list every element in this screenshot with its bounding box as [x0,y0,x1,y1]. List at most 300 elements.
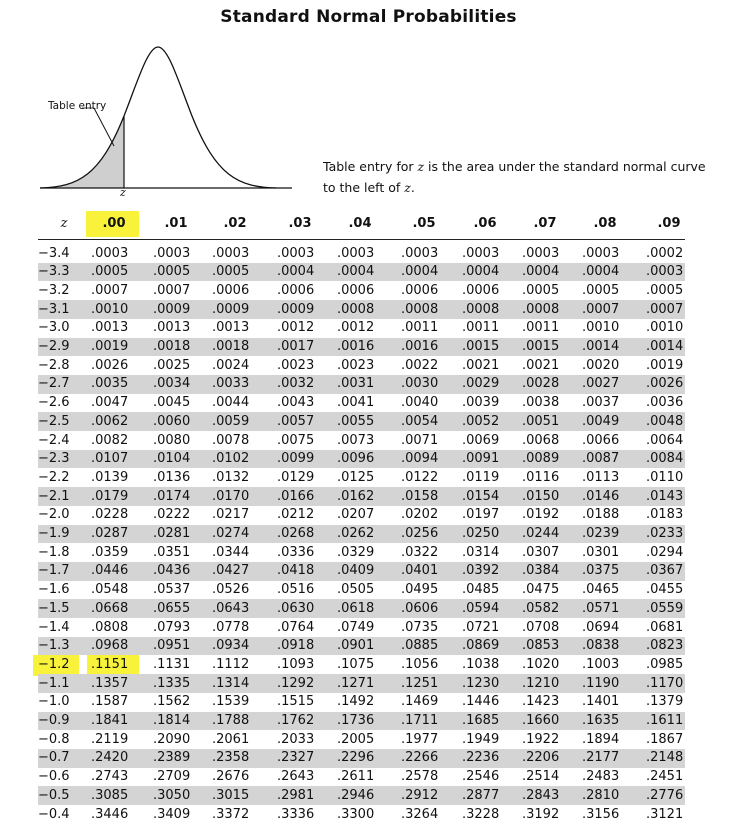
probability-cell: .2119 [91,731,129,747]
probability-cell: .0008 [462,301,500,317]
table-row [0,338,737,357]
probability-cell: .0274 [212,526,250,541]
probability-cell: .0721 [462,619,500,635]
probability-cell: .1469 [401,694,439,710]
probability-cell: .1685 [462,713,500,728]
z-value: −0.9 [38,713,70,728]
probability-cell: .0375 [582,563,620,579]
z-value: −3.4 [38,245,70,261]
probability-cell: .2177 [582,750,620,766]
probability-cell: .0336 [277,544,315,560]
probability-cell: .0526 [212,582,250,598]
probability-cell: .0808 [91,619,129,635]
table-row [0,637,737,656]
z-variable: z [404,180,411,195]
z-value: −1.7 [38,563,70,579]
probability-cell: .0012 [337,320,375,336]
probability-cell: .0197 [462,507,500,523]
table-row [0,730,737,749]
probability-cell: .1112 [212,656,250,672]
table-row [0,356,737,375]
probability-cell: .0005 [212,264,250,280]
probability-cell: .2327 [277,750,315,766]
probability-cell: .0179 [91,488,129,504]
probability-cell: .0008 [522,301,560,317]
probability-cell: .0436 [153,563,191,579]
table-row [0,525,737,544]
probability-cell: .0268 [277,526,315,541]
z-axis-label: z [120,186,126,199]
probability-cell: .1762 [277,713,315,728]
probability-cell: .0048 [646,413,684,429]
probability-cell: .1736 [337,713,375,728]
probability-cell: .3192 [522,806,560,822]
probability-cell: .0005 [582,282,620,298]
z-value: −2.4 [38,432,70,448]
probability-cell: .0559 [646,600,684,616]
probability-cell: .0146 [582,488,620,504]
probability-cell: .0010 [646,320,684,336]
column-header: .02 [223,216,247,231]
probability-cell: .0307 [522,544,560,560]
column-header: .00 [102,216,126,231]
probability-cell: .0020 [582,357,620,373]
probability-cell: .0003 [212,245,250,261]
probability-cell: .0003 [277,245,315,261]
table-row [0,805,737,824]
probability-cell: .0183 [646,507,684,523]
probability-cell: .1949 [462,731,500,747]
probability-cell: .2546 [462,769,500,785]
probability-cell: .0003 [462,245,500,261]
probability-cell: .0202 [401,507,439,523]
table-row [0,749,737,768]
description-text: Table entry for [323,159,418,174]
z-value: −2.9 [38,339,70,354]
probability-cell: .0051 [522,413,560,429]
column-header: .08 [593,216,617,231]
probability-cell: .0006 [277,282,315,298]
probability-cell: .0885 [401,638,439,654]
probability-cell: .1056 [401,656,439,672]
z-value: −3.1 [38,301,70,317]
column-header: .05 [412,216,436,231]
table-description [323,156,723,198]
z-value: −2.0 [38,507,70,523]
probability-cell: .0516 [277,582,315,598]
probability-cell: .0023 [277,357,315,373]
probability-cell: .0003 [522,245,560,261]
z-value: −1.4 [38,619,70,635]
probability-cell: .0003 [153,245,191,261]
page-title: Standard Normal Probabilities [220,7,517,27]
probability-cell: .0043 [277,395,315,411]
probability-cell: .0823 [646,638,684,654]
table-header-row [0,213,737,237]
probability-cell: .0024 [212,357,250,373]
probability-cell: .0019 [91,339,129,354]
probability-cell: .1190 [582,675,620,691]
probability-cell: .0038 [522,395,560,411]
probability-cell: .0013 [91,320,129,336]
probability-cell: .0132 [212,469,250,485]
probability-cell: .0015 [462,339,500,354]
probability-cell: .0793 [153,619,191,635]
normal-curve-graphic [38,36,298,201]
shaded-area [48,116,124,188]
probability-cell: .0537 [153,582,191,598]
table-row [0,712,737,731]
column-header: .07 [533,216,557,231]
probability-cell: .2709 [153,769,191,785]
probability-cell: .3228 [462,806,500,822]
probability-cell: .0057 [277,413,315,429]
z-value: −1.3 [38,638,70,654]
description-text: to the left of [323,180,405,195]
probability-cell: .1314 [212,675,250,691]
probability-cell: .2483 [582,769,620,785]
probability-cell: .0162 [337,488,375,504]
probability-cell: .0017 [277,339,315,354]
probability-cell: .0044 [212,395,250,411]
probability-cell: .0069 [462,432,500,448]
probability-cell: .2643 [277,769,315,785]
probability-cell: .0030 [401,376,439,392]
probability-cell: .0032 [277,376,315,392]
probability-cell: .2578 [401,769,439,785]
description-text: is the area under the standard normal curve [424,159,706,174]
probability-cell: .0045 [153,395,191,411]
table-row [0,674,737,693]
probability-cell: .0749 [337,619,375,635]
probability-cell: .1151 [91,656,129,672]
column-header: .09 [657,216,681,231]
probability-cell: .0005 [646,282,684,298]
probability-cell: .0006 [401,282,439,298]
table-row [0,319,737,338]
probability-cell: .0505 [337,582,375,598]
probability-cell: .0009 [277,301,315,317]
table-entry-label: Table entry [48,100,107,112]
probability-cell: .0401 [401,563,439,579]
probability-cell: .2776 [646,787,684,803]
probability-cell: .0217 [212,507,250,523]
column-header: .01 [164,216,188,231]
probability-cell: .0007 [91,282,129,298]
probability-cell: .0778 [212,619,250,635]
table-row [0,506,737,525]
probability-cell: .0281 [153,526,191,541]
probability-cell: .0003 [337,245,375,261]
probability-cell: .0073 [337,432,375,448]
probability-cell: .2743 [91,769,129,785]
table-row [0,450,737,469]
z-value: −2.1 [38,488,70,504]
probability-cell: .0582 [522,600,560,616]
probability-cell: .0002 [646,245,684,261]
probability-cell: .0681 [646,619,684,635]
probability-cell: .0075 [277,432,315,448]
probability-cell: .0039 [462,395,500,411]
probability-cell: .0013 [212,320,250,336]
probability-cell: .0548 [91,582,129,598]
probability-cell: .1020 [522,656,560,672]
probability-cell: .0154 [462,488,500,504]
probability-cell: .1379 [646,694,684,710]
probability-cell: .0314 [462,544,500,560]
probability-cell: .0064 [646,432,684,448]
pointer-arrow [94,108,114,146]
probability-cell: .0901 [337,638,375,654]
probability-cell: .0008 [337,301,375,317]
probability-cell: .0003 [646,264,684,280]
table-row [0,394,737,413]
probability-cell: .1423 [522,694,560,710]
probability-cell: .0119 [462,469,500,485]
probability-cell: .0150 [522,488,560,504]
normal-curve-figure [38,36,298,201]
table-row [0,693,737,712]
probability-cell: .0026 [91,357,129,373]
probability-cell: .2946 [337,787,375,803]
probability-cell: .0007 [153,282,191,298]
probability-cell: .0005 [153,264,191,280]
probability-cell: .0934 [212,638,250,654]
z-value: −0.4 [38,806,70,822]
table-row [0,244,737,263]
probability-cell: .3300 [337,806,375,822]
probability-cell: .0287 [91,526,129,541]
probability-cell: .0322 [401,544,439,560]
probability-cell: .0012 [277,320,315,336]
probability-cell: .2451 [646,769,684,785]
probability-cell: .1075 [337,656,375,672]
probability-cell: .2061 [212,731,250,747]
probability-cell: .0122 [401,469,439,485]
probability-cell: .0004 [277,264,315,280]
probability-cell: .0023 [337,357,375,373]
probability-cell: .0004 [337,264,375,280]
probability-cell: .0004 [582,264,620,280]
probability-cell: .0018 [153,339,191,354]
z-value: −1.1 [38,675,70,691]
probability-cell: .0003 [401,245,439,261]
probability-cell: .0113 [582,469,620,485]
probability-cell: .0027 [582,376,620,392]
probability-cell: .0668 [91,600,129,616]
z-value: −2.2 [38,469,70,485]
table-row [0,412,737,431]
probability-cell: .1635 [582,713,620,728]
probability-cell: .0021 [522,357,560,373]
probability-cell: .0110 [646,469,684,485]
probability-cell: .0606 [401,600,439,616]
probability-cell: .2236 [462,750,500,766]
probability-cell: .0087 [582,451,620,467]
probability-cell: .0136 [153,469,191,485]
z-value: −2.7 [38,376,70,392]
probability-cell: .3121 [646,806,684,822]
probability-cell: .3372 [212,806,250,822]
probability-cell: .0040 [401,395,439,411]
probability-cell: .0009 [212,301,250,317]
probability-cell: .0853 [522,638,560,654]
probability-cell: .3264 [401,806,439,822]
probability-cell: .3085 [91,787,129,803]
table-row [0,599,737,618]
probability-cell: .0094 [401,451,439,467]
probability-cell: .3336 [277,806,315,822]
probability-cell: .0034 [153,376,191,392]
probability-cell: .1446 [462,694,500,710]
description-text: . [410,180,415,195]
description-line-2 [323,177,723,198]
probability-cell: .0089 [522,451,560,467]
probability-cell: .0174 [153,488,191,504]
probability-cell: .0384 [522,563,560,579]
probability-cell: .0014 [646,339,684,354]
probability-cell: .0244 [522,526,560,541]
probability-cell: .0011 [522,320,560,336]
probability-cell: .0028 [522,376,560,392]
probability-cell: .0082 [91,432,129,448]
column-header: .04 [348,216,372,231]
probability-cell: .0091 [462,451,500,467]
probability-cell: .0250 [462,526,500,541]
probability-cell: .1894 [582,731,620,747]
table-row [0,543,737,562]
probability-cell: .2389 [153,750,191,766]
probability-cell: .0060 [153,413,191,429]
table-row [0,281,737,300]
probability-cell: .0052 [462,413,500,429]
table-row [0,375,737,394]
probability-cell: .1660 [522,713,560,728]
probability-cell: .0618 [337,600,375,616]
probability-cell: .0455 [646,582,684,598]
probability-cell: .0025 [153,357,191,373]
probability-cell: .0104 [153,451,191,467]
probability-cell: .2810 [582,787,620,803]
probability-cell: .0015 [522,339,560,354]
probability-cell: .1131 [153,656,191,672]
probability-cell: .0139 [91,469,129,485]
probability-cell: .0192 [522,507,560,523]
probability-cell: .1977 [401,731,439,747]
probability-cell: .0392 [462,563,500,579]
table-row [0,431,737,450]
probability-cell: .2843 [522,787,560,803]
probability-cell: .0359 [91,544,129,560]
probability-cell: .0166 [277,488,315,504]
probability-cell: .0059 [212,413,250,429]
description-line-1 [323,156,723,177]
probability-cell: .0007 [646,301,684,317]
probability-cell: .1170 [646,675,684,691]
probability-cell: .1515 [277,694,315,710]
probability-cell: .1038 [462,656,500,672]
probability-cell: .0158 [401,488,439,504]
probability-cell: .1814 [153,713,191,728]
probability-cell: .0107 [91,451,129,467]
probability-cell: .0084 [646,451,684,467]
probability-cell: .3446 [91,806,129,822]
table-row [0,655,737,674]
probability-cell: .2514 [522,769,560,785]
z-value: −2.5 [38,413,70,429]
probability-cell: .3409 [153,806,191,822]
probability-cell: .2877 [462,787,500,803]
probability-cell: .0031 [337,376,375,392]
z-value: −3.2 [38,282,70,298]
probability-cell: .1587 [91,694,129,710]
probability-cell: .0004 [462,264,500,280]
probability-cell: .1357 [91,675,129,691]
probability-cell: .0004 [522,264,560,280]
probability-cell: .2611 [337,769,375,785]
probability-cell: .0055 [337,413,375,429]
probability-cell: .0005 [91,264,129,280]
probability-cell: .0301 [582,544,620,560]
probability-cell: .1867 [646,731,684,747]
probability-cell: .0041 [337,395,375,411]
probability-cell: .0078 [212,432,250,448]
probability-cell: .1711 [401,713,439,728]
probability-cell: .0035 [91,376,129,392]
z-value: −0.8 [38,731,70,747]
z-value: −1.8 [38,544,70,560]
table-row [0,562,737,581]
column-header: .06 [473,216,497,231]
table-row [0,300,737,319]
probability-cell: .0005 [522,282,560,298]
z-value: −1.2 [38,656,70,672]
probability-cell: .0009 [153,301,191,317]
probability-cell: .0011 [462,320,500,336]
probability-cell: .0256 [401,526,439,541]
probability-cell: .1611 [646,713,684,728]
z-value: −3.0 [38,320,70,336]
z-value: −0.6 [38,769,70,785]
probability-cell: .0022 [401,357,439,373]
probability-cell: .0099 [277,451,315,467]
probability-cell: .0212 [277,507,315,523]
probability-cell: .0036 [646,395,684,411]
probability-cell: .0010 [582,320,620,336]
probability-cell: .0764 [277,619,315,635]
probability-cell: .0329 [337,544,375,560]
probability-cell: .1251 [401,675,439,691]
probability-cell: .0054 [401,413,439,429]
probability-cell: .0006 [212,282,250,298]
probability-cell: .1230 [462,675,500,691]
probability-cell: .0007 [582,301,620,317]
probability-cell: .0125 [337,469,375,485]
probability-cell: .0985 [646,656,684,672]
probability-cell: .0475 [522,582,560,598]
probability-cell: .0014 [582,339,620,354]
probability-cell: .0013 [153,320,191,336]
probability-cell: .2148 [646,750,684,766]
probability-cell: .0003 [91,245,129,261]
probability-cell: .2033 [277,731,315,747]
probability-cell: .0367 [646,563,684,579]
probability-cell: .0006 [462,282,500,298]
probability-cell: .1292 [277,675,315,691]
probability-cell: .0170 [212,488,250,504]
probability-cell: .0047 [91,395,129,411]
z-column-header: z [60,216,68,231]
